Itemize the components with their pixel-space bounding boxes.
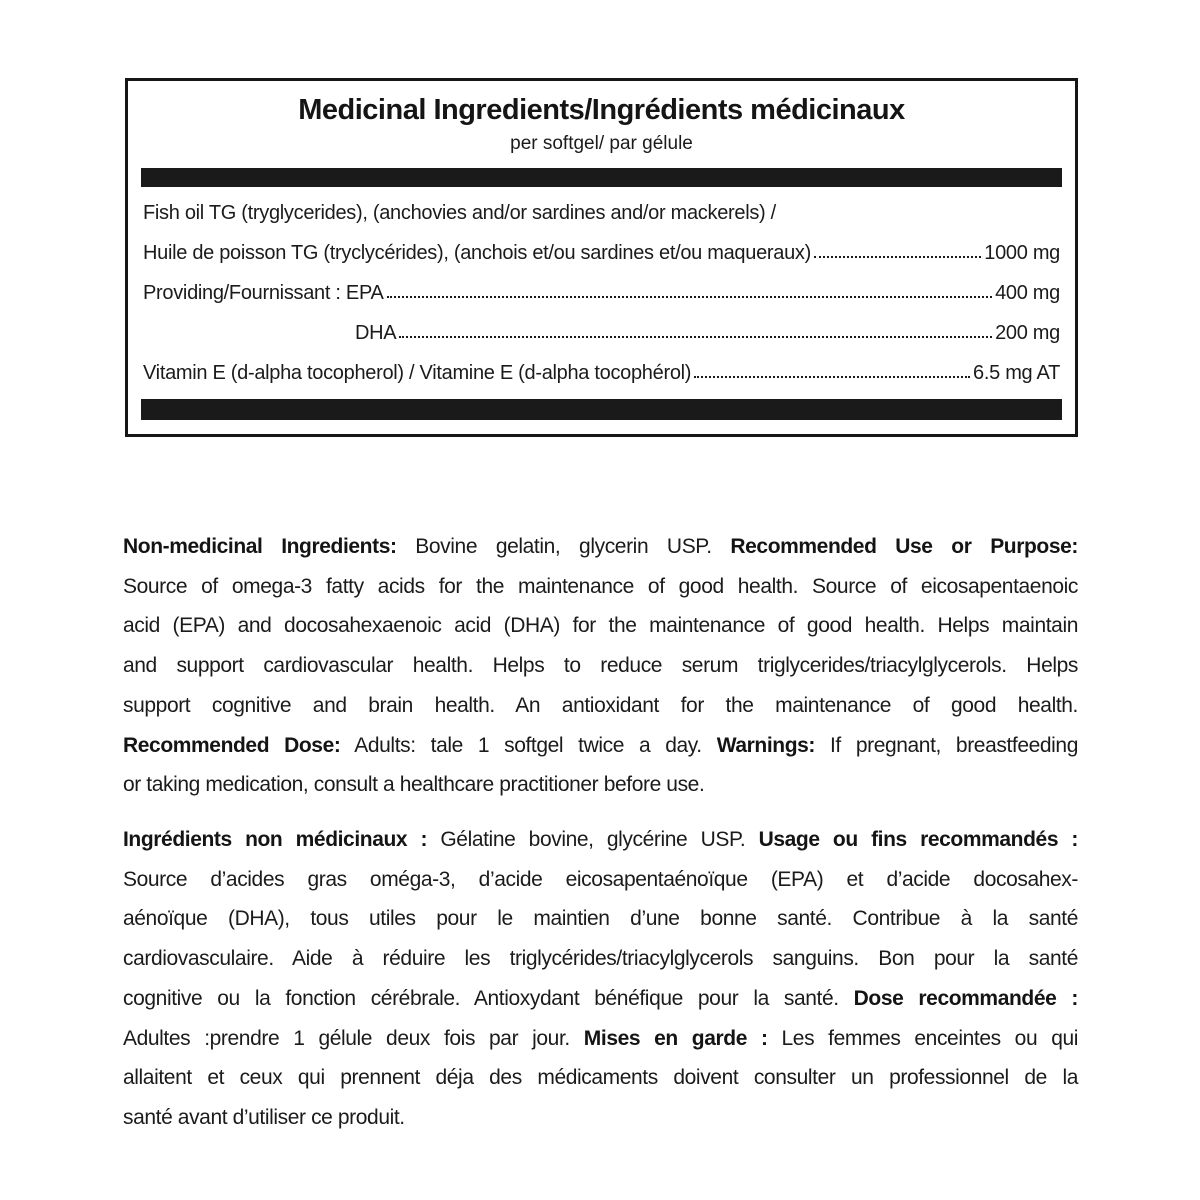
paragraph-line: Source d’acides gras oméga-3, d’acide eicosapentaénoïque (EPA) et d’acide docosahex- — [123, 867, 1078, 891]
ingredient-row-epa — [143, 270, 1060, 310]
ingredient-row-vitamin-e — [143, 350, 1060, 390]
paragraph-line: Recommended Dose: Adults: tale 1 softgel twice a day. Warnings: If pregnant, breastfeeding — [123, 733, 1078, 757]
ingredient-label: DHA — [355, 322, 397, 344]
divider-bar-bottom — [141, 399, 1062, 420]
dot-leader — [694, 376, 970, 378]
ingredient-value: 400 mg — [995, 282, 1060, 304]
paragraph-line: Ingrédients non médicinaux : Gélatine bovine, glycérine USP. Usage ou fins recommandés : — [123, 828, 1078, 851]
ingredient-rows — [143, 190, 1060, 390]
ingredient-label: Fish oil TG (tryglycerides), (anchovies and/or sardines and/or mackerels) / — [143, 202, 776, 224]
ingredient-row-huile-de-poisson — [143, 230, 1060, 270]
english-info-paragraph — [123, 527, 1078, 805]
paragraph-line: or taking medication, consult a healthcare practitioner before use. — [123, 773, 705, 797]
paragraph-line: aénoïque (DHA), tous utiles pour le maintien d’une bonne santé. Contribue à la santé — [123, 907, 1078, 931]
divider-bar-top — [141, 168, 1062, 187]
paragraph-line: santé avant d’utiliser ce produit. — [123, 1105, 405, 1129]
dot-leader — [387, 296, 993, 298]
ingredient-row-fish-oil — [143, 190, 1060, 230]
panel-subtitle: per softgel/ par gélule — [510, 133, 693, 154]
ingredient-label: Vitamin E (d-alpha tocopherol) / Vitamine E (d-alpha tocophérol) — [143, 362, 692, 384]
paragraph-line: support cognitive and brain health. An antioxidant for the maintenance of good health. — [123, 693, 1078, 717]
ingredient-value: 200 mg — [995, 322, 1060, 344]
dot-leader — [399, 336, 992, 338]
dot-leader — [814, 256, 981, 258]
ingredient-label: Huile de poisson TG (tryclycérides), (anchois et/ou sardines et/ou maqueraux) — [143, 242, 811, 264]
ingredient-value: 6.5 mg AT — [973, 362, 1060, 384]
paragraph-line: and support cardiovascular health. Helps to reduce serum triglycerides/triacylglycerols. Helps — [123, 654, 1078, 678]
ingredient-row-dha — [143, 310, 1060, 350]
medicinal-ingredients-panel — [125, 78, 1078, 437]
paragraph-line: Source of omega-3 fatty acids for the maintenance of good health. Source of eicosapentaenoic — [123, 574, 1078, 598]
paragraph-line: cardiovasculaire. Aide à réduire les triglycérides/triacylglycerols sanguins. Bon pour la santé — [123, 947, 1078, 971]
paragraph-line: cognitive ou la fonction cérébrale. Antioxydant bénéfique pour la santé. Dose recommandée : — [123, 986, 1078, 1010]
paragraph-line: Non-medicinal Ingredients: Bovine gelatin, glycerin USP. Recommended Use or Purpose: — [123, 535, 1079, 558]
ingredient-value: 1000 mg — [984, 242, 1060, 264]
ingredient-label: Providing/Fournissant : EPA — [143, 282, 384, 304]
paragraph-line: Adultes :prendre 1 gélule deux fois par jour. Mises en garde : Les femmes enceintes ou qui — [123, 1026, 1079, 1050]
paragraph-line: allaitent et ceux qui prennent déja des médicaments doivent consulter un professionnel de la — [123, 1066, 1078, 1090]
french-info-paragraph — [123, 820, 1078, 1138]
panel-title: Medicinal Ingredients/Ingrédients médicinaux — [298, 94, 905, 126]
paragraph-line: acid (EPA) and docosahexaenoic acid (DHA) for the maintenance of good health. Helps maintain — [123, 614, 1078, 638]
